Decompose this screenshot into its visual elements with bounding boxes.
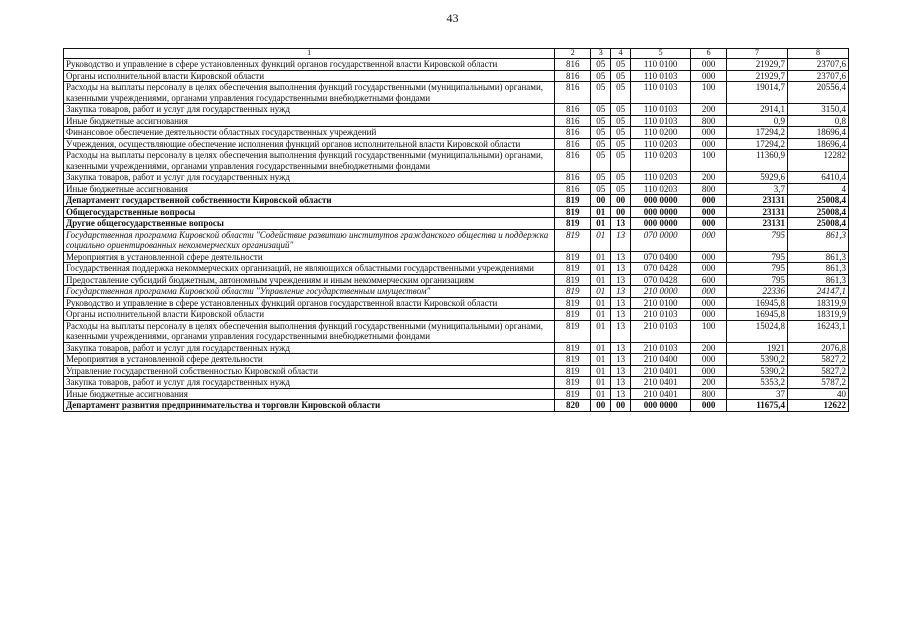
amount-year-1: 795 <box>727 251 788 263</box>
subsection-code: 13 <box>611 342 631 354</box>
expense-type-code: 200 <box>691 377 727 389</box>
row-name: Мероприятия в установленной сфере деятельности <box>64 251 555 263</box>
expense-type-code: 800 <box>691 183 727 195</box>
table-row <box>64 400 849 412</box>
target-article-code: 070 0000 <box>631 229 691 251</box>
target-article-code: 210 0401 <box>631 365 691 377</box>
amount-year-2: 5827,2 <box>787 365 848 377</box>
amount-year-1: 5390,2 <box>727 365 788 377</box>
table-row <box>64 150 849 172</box>
section-code: 05 <box>591 138 611 150</box>
section-code: 01 <box>591 206 611 218</box>
column-header: 7 <box>727 49 788 59</box>
target-article-code: 110 0103 <box>631 70 691 82</box>
table-row <box>64 388 849 400</box>
table-row <box>64 251 849 263</box>
ministry-code: 819 <box>555 309 591 321</box>
row-name: Финансовое обеспечение деятельности областных государственных учреждений <box>64 127 555 139</box>
amount-year-2: 25008,4 <box>787 218 848 230</box>
table-row <box>64 274 849 286</box>
amount-year-1: 17294,2 <box>727 138 788 150</box>
amount-year-1: 21929,7 <box>727 70 788 82</box>
section-code: 01 <box>591 309 611 321</box>
amount-year-2: 40 <box>787 388 848 400</box>
amount-year-2: 5787,2 <box>787 377 848 389</box>
section-code: 05 <box>591 150 611 172</box>
amount-year-1: 23131 <box>727 195 788 207</box>
subsection-code: 05 <box>611 82 631 104</box>
target-article-code: 210 0103 <box>631 309 691 321</box>
amount-year-2: 12282 <box>787 150 848 172</box>
ministry-code: 820 <box>555 400 591 412</box>
amount-year-1: 1921 <box>727 342 788 354</box>
subsection-code: 13 <box>611 297 631 309</box>
page-number: 43 <box>446 11 459 25</box>
ministry-code: 819 <box>555 274 591 286</box>
column-header: 6 <box>691 49 727 59</box>
expense-type-code: 000 <box>691 354 727 366</box>
section-code: 01 <box>591 286 611 298</box>
table-row <box>64 138 849 150</box>
ministry-code: 816 <box>555 172 591 184</box>
table-body <box>64 59 849 412</box>
amount-year-2: 3150,4 <box>787 104 848 116</box>
amount-year-2: 12622 <box>787 400 848 412</box>
ministry-code: 816 <box>555 82 591 104</box>
subsection-code: 05 <box>611 104 631 116</box>
ministry-code: 816 <box>555 150 591 172</box>
subsection-code: 13 <box>611 377 631 389</box>
expense-type-code: 000 <box>691 297 727 309</box>
row-name: Управление государственной собственностью Кировской области <box>64 365 555 377</box>
amount-year-2: 20556,4 <box>787 82 848 104</box>
subsection-code: 13 <box>611 251 631 263</box>
row-name: Государственная программа Кировской области "Содействие развитию институтов гражданского общества и поддержка социально ориентированных некоммерческих организаций" <box>64 229 555 251</box>
subsection-code: 05 <box>611 138 631 150</box>
amount-year-2: 861,3 <box>787 229 848 251</box>
amount-year-2: 24147,1 <box>787 286 848 298</box>
ministry-code: 816 <box>555 115 591 127</box>
subsection-code: 00 <box>611 195 631 207</box>
row-name: Предоставление субсидий бюджетным, автономным учреждениям и иным некоммерческим организациям <box>64 274 555 286</box>
budget-table <box>63 48 849 412</box>
section-code: 01 <box>591 251 611 263</box>
expense-type-code: 100 <box>691 82 727 104</box>
subsection-code: 00 <box>611 206 631 218</box>
expense-type-code: 200 <box>691 172 727 184</box>
target-article-code: 000 0000 <box>631 400 691 412</box>
column-header: 4 <box>611 49 631 59</box>
ministry-code: 819 <box>555 320 591 342</box>
amount-year-1: 22336 <box>727 286 788 298</box>
row-name: Иные бюджетные ассигнования <box>64 115 555 127</box>
amount-year-1: 16945,8 <box>727 309 788 321</box>
subsection-code: 13 <box>611 229 631 251</box>
amount-year-1: 17294,2 <box>727 127 788 139</box>
target-article-code: 110 0203 <box>631 138 691 150</box>
row-name: Иные бюджетные ассигнования <box>64 183 555 195</box>
ministry-code: 819 <box>555 342 591 354</box>
section-code: 01 <box>591 354 611 366</box>
subsection-code: 05 <box>611 127 631 139</box>
target-article-code: 000 0000 <box>631 206 691 218</box>
row-name: Расходы на выплаты персоналу в целях обеспечения выполнения функций государственными (муниципальными) органами, казенными учреждениями, органами управления государственными внебюджетными фондами <box>64 82 555 104</box>
amount-year-2: 18319,9 <box>787 297 848 309</box>
subsection-code: 13 <box>611 218 631 230</box>
target-article-code: 210 0400 <box>631 354 691 366</box>
target-article-code: 110 0103 <box>631 115 691 127</box>
expense-type-code: 000 <box>691 263 727 275</box>
table-row <box>64 183 849 195</box>
section-code: 05 <box>591 82 611 104</box>
subsection-code: 13 <box>611 365 631 377</box>
expense-type-code: 000 <box>691 138 727 150</box>
amount-year-2: 23707,6 <box>787 59 848 71</box>
amount-year-2: 861,3 <box>787 251 848 263</box>
row-name: Руководство и управление в сфере установленных функций органов государственной власти Кировской области <box>64 297 555 309</box>
amount-year-1: 5353,2 <box>727 377 788 389</box>
section-code: 05 <box>591 127 611 139</box>
expense-type-code: 800 <box>691 115 727 127</box>
table-row <box>64 286 849 298</box>
amount-year-2: 6410,4 <box>787 172 848 184</box>
target-article-code: 210 0000 <box>631 286 691 298</box>
target-article-code: 070 0428 <box>631 263 691 275</box>
amount-year-1: 16945,8 <box>727 297 788 309</box>
row-name: Департамент государственной собственности Кировской области <box>64 195 555 207</box>
column-header: 1 <box>64 49 555 59</box>
expense-type-code: 000 <box>691 400 727 412</box>
ministry-code: 819 <box>555 388 591 400</box>
ministry-code: 816 <box>555 183 591 195</box>
ministry-code: 816 <box>555 104 591 116</box>
section-code: 05 <box>591 172 611 184</box>
section-code: 01 <box>591 229 611 251</box>
row-name: Другие общегосударственные вопросы <box>64 218 555 230</box>
expense-type-code: 000 <box>691 229 727 251</box>
amount-year-1: 5390,2 <box>727 354 788 366</box>
column-header: 5 <box>631 49 691 59</box>
amount-year-2: 2076,8 <box>787 342 848 354</box>
target-article-code: 110 0200 <box>631 127 691 139</box>
amount-year-1: 11360,9 <box>727 150 788 172</box>
ministry-code: 819 <box>555 206 591 218</box>
expense-type-code: 100 <box>691 320 727 342</box>
target-article-code: 070 0428 <box>631 274 691 286</box>
table-row <box>64 342 849 354</box>
expense-type-code: 000 <box>691 251 727 263</box>
ministry-code: 816 <box>555 59 591 71</box>
section-code: 05 <box>591 70 611 82</box>
subsection-code: 00 <box>611 400 631 412</box>
expense-type-code: 800 <box>691 388 727 400</box>
target-article-code: 210 0103 <box>631 342 691 354</box>
amount-year-2: 23707,6 <box>787 70 848 82</box>
ministry-code: 816 <box>555 127 591 139</box>
amount-year-1: 5929,6 <box>727 172 788 184</box>
amount-year-2: 0,8 <box>787 115 848 127</box>
amount-year-2: 5827,2 <box>787 354 848 366</box>
section-code: 00 <box>591 195 611 207</box>
table-row <box>64 127 849 139</box>
table-row <box>64 115 849 127</box>
amount-year-1: 21929,7 <box>727 59 788 71</box>
row-name: Государственная поддержка некоммерческих организаций, не являющихся областными государственными учреждениями <box>64 263 555 275</box>
table-row <box>64 70 849 82</box>
expense-type-code: 000 <box>691 286 727 298</box>
amount-year-1: 2914,1 <box>727 104 788 116</box>
section-code: 01 <box>591 320 611 342</box>
table-row <box>64 59 849 71</box>
expense-type-code: 000 <box>691 59 727 71</box>
expense-type-code: 100 <box>691 150 727 172</box>
section-code: 01 <box>591 377 611 389</box>
row-name: Департамент развития предпринимательства и торговли Кировской области <box>64 400 555 412</box>
target-article-code: 210 0103 <box>631 320 691 342</box>
section-code: 01 <box>591 218 611 230</box>
target-article-code: 110 0100 <box>631 59 691 71</box>
row-name: Расходы на выплаты персоналу в целях обеспечения выполнения функций государственными (муниципальными) органами, казенными учреждениями, органами управления государственными внебюджетными фондами <box>64 320 555 342</box>
target-article-code: 110 0103 <box>631 82 691 104</box>
subsection-code: 13 <box>611 263 631 275</box>
section-code: 01 <box>591 274 611 286</box>
subsection-code: 13 <box>611 320 631 342</box>
section-code: 01 <box>591 297 611 309</box>
table-row <box>64 206 849 218</box>
target-article-code: 210 0401 <box>631 388 691 400</box>
subsection-code: 05 <box>611 183 631 195</box>
amount-year-1: 23131 <box>727 206 788 218</box>
target-article-code: 070 0400 <box>631 251 691 263</box>
amount-year-1: 19014,7 <box>727 82 788 104</box>
row-name: Закупка товаров, работ и услуг для государственных нужд <box>64 342 555 354</box>
amount-year-1: 795 <box>727 263 788 275</box>
subsection-code: 13 <box>611 274 631 286</box>
row-name: Закупка товаров, работ и услуг для государственных нужд <box>64 377 555 389</box>
table-row <box>64 309 849 321</box>
ministry-code: 819 <box>555 286 591 298</box>
section-code: 01 <box>591 342 611 354</box>
table-row <box>64 104 849 116</box>
subsection-code: 13 <box>611 354 631 366</box>
ministry-code: 819 <box>555 377 591 389</box>
table-row <box>64 320 849 342</box>
amount-year-2: 18319,9 <box>787 309 848 321</box>
amount-year-1: 37 <box>727 388 788 400</box>
row-name: Учреждения, осуществляющие обеспечение исполнения функций органов исполнительной власти Кировской области <box>64 138 555 150</box>
column-number-row <box>64 49 849 59</box>
column-header: 3 <box>591 49 611 59</box>
amount-year-1: 795 <box>727 229 788 251</box>
expense-type-code: 000 <box>691 195 727 207</box>
expense-type-code: 200 <box>691 342 727 354</box>
target-article-code: 000 0000 <box>631 195 691 207</box>
ministry-code: 819 <box>555 195 591 207</box>
target-article-code: 210 0401 <box>631 377 691 389</box>
target-article-code: 210 0100 <box>631 297 691 309</box>
row-name: Иные бюджетные ассигнования <box>64 388 555 400</box>
expense-type-code: 000 <box>691 127 727 139</box>
column-header: 2 <box>555 49 591 59</box>
table-row <box>64 195 849 207</box>
row-name: Мероприятия в установленной сфере деятельности <box>64 354 555 366</box>
row-name: Органы исполнительной власти Кировской области <box>64 309 555 321</box>
amount-year-1: 11675,4 <box>727 400 788 412</box>
subsection-code: 05 <box>611 115 631 127</box>
amount-year-2: 861,3 <box>787 263 848 275</box>
target-article-code: 000 0000 <box>631 218 691 230</box>
table-row <box>64 365 849 377</box>
column-header: 8 <box>787 49 848 59</box>
table-row <box>64 229 849 251</box>
ministry-code: 816 <box>555 138 591 150</box>
subsection-code: 05 <box>611 59 631 71</box>
amount-year-1: 3,7 <box>727 183 788 195</box>
subsection-code: 05 <box>611 172 631 184</box>
target-article-code: 110 0203 <box>631 183 691 195</box>
expense-type-code: 000 <box>691 309 727 321</box>
expense-type-code: 000 <box>691 70 727 82</box>
row-name: Закупка товаров, работ и услуг для государственных нужд <box>64 104 555 116</box>
table-row <box>64 263 849 275</box>
ministry-code: 819 <box>555 365 591 377</box>
table-row <box>64 354 849 366</box>
amount-year-2: 4 <box>787 183 848 195</box>
section-code: 00 <box>591 400 611 412</box>
table-row <box>64 172 849 184</box>
section-code: 01 <box>591 388 611 400</box>
row-name: Органы исполнительной власти Кировской области <box>64 70 555 82</box>
amount-year-1: 0,9 <box>727 115 788 127</box>
subsection-code: 13 <box>611 388 631 400</box>
subsection-code: 05 <box>611 70 631 82</box>
subsection-code: 05 <box>611 150 631 172</box>
ministry-code: 816 <box>555 70 591 82</box>
section-code: 01 <box>591 263 611 275</box>
section-code: 05 <box>591 59 611 71</box>
target-article-code: 110 0203 <box>631 150 691 172</box>
amount-year-1: 795 <box>727 274 788 286</box>
expense-type-code: 600 <box>691 274 727 286</box>
ministry-code: 819 <box>555 297 591 309</box>
amount-year-2: 25008,4 <box>787 195 848 207</box>
amount-year-2: 25008,4 <box>787 206 848 218</box>
section-code: 01 <box>591 365 611 377</box>
expense-type-code: 000 <box>691 218 727 230</box>
subsection-code: 13 <box>611 309 631 321</box>
ministry-code: 819 <box>555 263 591 275</box>
row-name: Расходы на выплаты персоналу в целях обеспечения выполнения функций государственными (муниципальными) органами, казенными учреждениями, органами управления государственными внебюджетными фондами <box>64 150 555 172</box>
subsection-code: 13 <box>611 286 631 298</box>
section-code: 05 <box>591 104 611 116</box>
ministry-code: 819 <box>555 218 591 230</box>
amount-year-1: 23131 <box>727 218 788 230</box>
expense-type-code: 200 <box>691 104 727 116</box>
row-name: Государственная программа Кировской области "Управление государственным имуществом" <box>64 286 555 298</box>
amount-year-2: 861,3 <box>787 274 848 286</box>
target-article-code: 110 0203 <box>631 172 691 184</box>
ministry-code: 819 <box>555 354 591 366</box>
row-name: Руководство и управление в сфере установленных функций органов государственной власти Кировской области <box>64 59 555 71</box>
row-name: Закупка товаров, работ и услуг для государственных нужд <box>64 172 555 184</box>
amount-year-2: 16243,1 <box>787 320 848 342</box>
table-row <box>64 377 849 389</box>
row-name: Общегосударственные вопросы <box>64 206 555 218</box>
amount-year-2: 18696,4 <box>787 127 848 139</box>
amount-year-2: 18696,4 <box>787 138 848 150</box>
amount-year-1: 15024,8 <box>727 320 788 342</box>
target-article-code: 110 0103 <box>631 104 691 116</box>
ministry-code: 819 <box>555 251 591 263</box>
expense-type-code: 000 <box>691 206 727 218</box>
table-row <box>64 82 849 104</box>
section-code: 05 <box>591 183 611 195</box>
table-row <box>64 297 849 309</box>
ministry-code: 819 <box>555 229 591 251</box>
table-row <box>64 218 849 230</box>
section-code: 05 <box>591 115 611 127</box>
expense-type-code: 000 <box>691 365 727 377</box>
